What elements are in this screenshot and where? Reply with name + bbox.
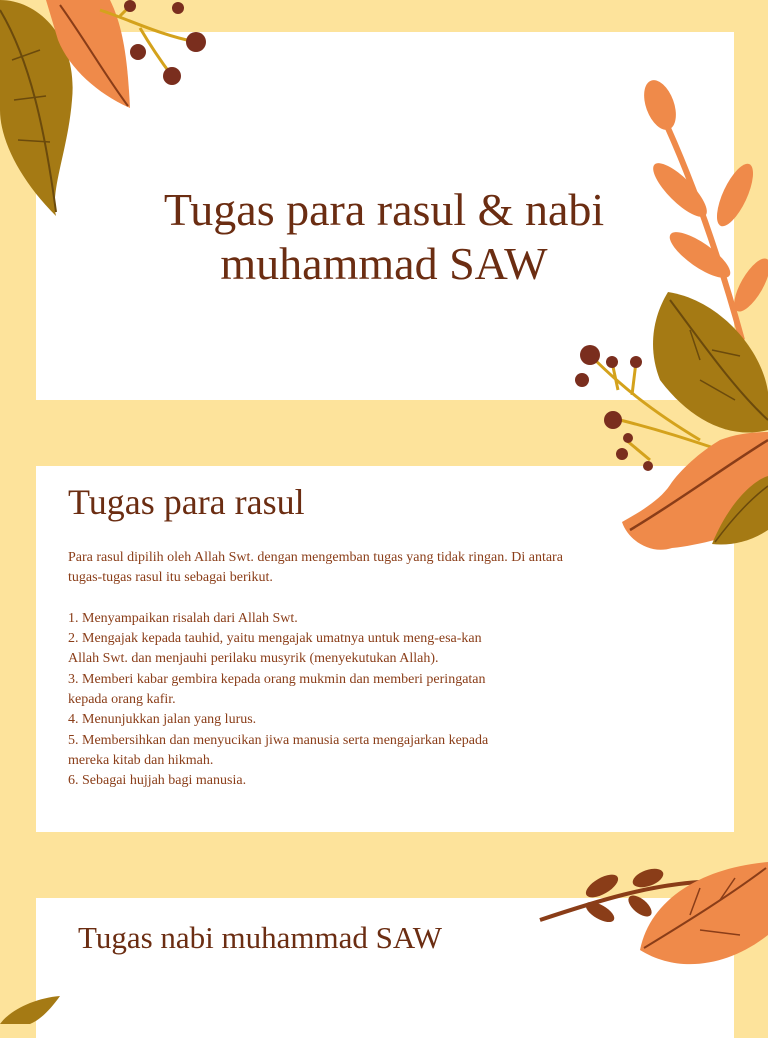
task-line: mereka kitab dan hikmah. [68, 752, 214, 768]
intro-line: tugas-tugas rasul itu sebagai berikut. [68, 570, 273, 586]
slide-title [0, 183, 768, 291]
task-line: 1. Menyampaikan risalah dari Allah Swt. [68, 610, 298, 626]
intro-line: Para rasul dipilih oleh Allah Swt. dengan mengemban tugas yang tidak ringan. Di antara [68, 550, 563, 565]
paragraph-gap [68, 589, 708, 609]
title-line-1: Tugas para rasul & nabi [163, 184, 605, 235]
task-line: 3. Memberi kabar gembira kepada orang mukmin dan memberi peringatan [68, 671, 486, 687]
section-heading-rasul: Tugas para rasul [68, 482, 305, 522]
task-line: 2. Mengajak kepada tauhid, yaitu mengajak umatnya untuk meng-esa-kan [68, 631, 482, 647]
task-line: 6. Sebagai hujjah bagi manusia. [68, 773, 247, 789]
task-line: kepada orang kafir. [68, 692, 176, 708]
task-line: Allah Swt. dan menjauhi perilaku musyrik (menyekutukan Allah). [68, 651, 439, 667]
section-heading-nabi: Tugas nabi muhammad SAW [78, 920, 443, 955]
rasul-tasks-text [68, 548, 708, 792]
title-line-2: muhammad SAW [220, 238, 548, 289]
task-line: 4. Menunjukkan jalan yang lurus. [68, 712, 257, 728]
task-line: 5. Membersihkan dan menyucikan jiwa manusia serta mengajarkan kepada [68, 732, 489, 748]
